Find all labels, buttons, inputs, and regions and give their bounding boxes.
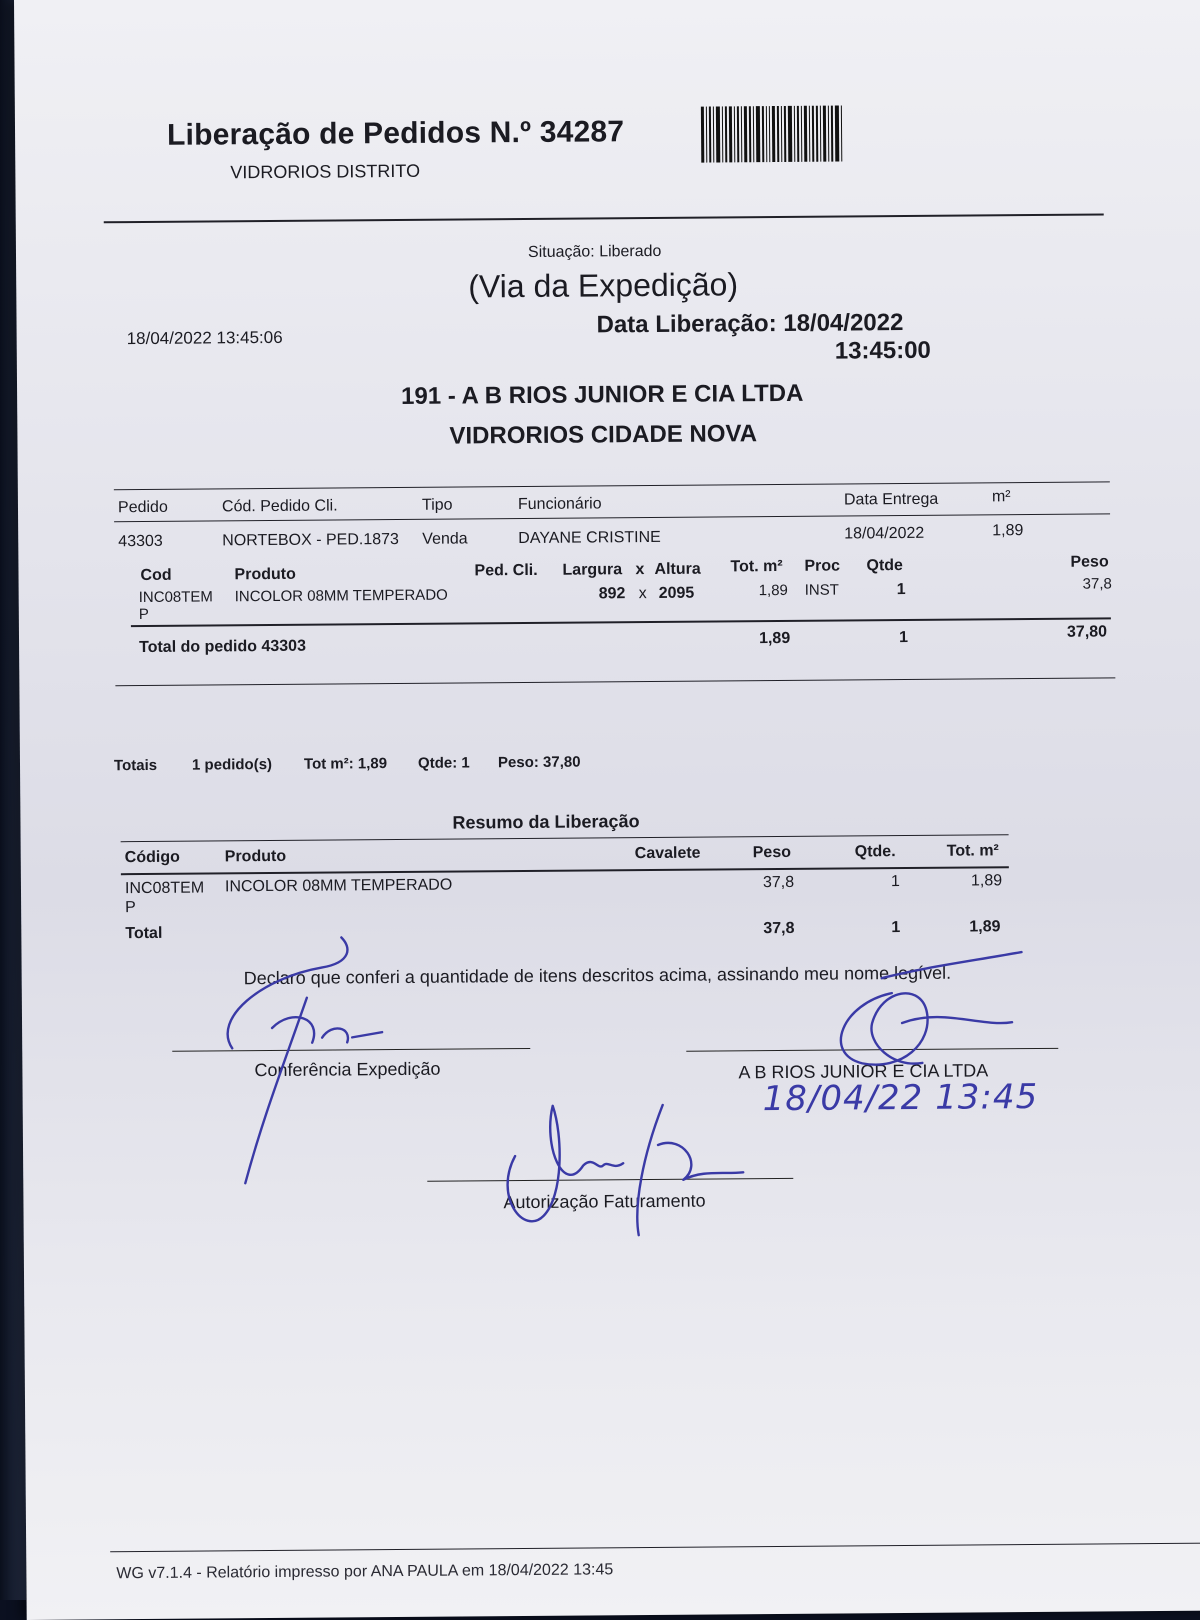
document-sheet <box>14 0 1200 1620</box>
col-cod: Cod <box>140 566 172 585</box>
col-ped-cli: Ped. Cli. <box>474 561 538 580</box>
cell-cod-line2: P <box>138 605 149 624</box>
cell-qtde: 1 <box>896 581 906 599</box>
col-peso: Peso <box>1070 553 1109 571</box>
cell-cod-line1: INC08TEM <box>138 588 213 607</box>
cell-tot-m2: 1,89 <box>758 581 788 600</box>
col-proc: Proc <box>804 557 841 575</box>
cell-pedido: 43303 <box>118 532 163 551</box>
col-funcionario: Funcionário <box>517 495 602 514</box>
cell-produto: INCOLOR 08MM TEMPERADO <box>234 586 448 606</box>
resumo-col-peso: Peso <box>752 843 792 862</box>
resumo-total-peso: 37,8 <box>763 919 795 938</box>
document-subtitle: VIDRORIOS DISTRITO <box>230 160 421 183</box>
footer-rule <box>110 1543 1200 1553</box>
cell-funcionario: DAYANE CRISTINE <box>518 528 661 548</box>
resumo-cell-peso: 37,8 <box>762 873 795 892</box>
order-total-qtde: 1 <box>898 628 909 647</box>
resumo-total-qtde: 1 <box>891 919 901 937</box>
resumo-total-tot-m2: 1,89 <box>969 918 1001 936</box>
totals-pedidos: 1 pedido(s) <box>191 755 273 774</box>
printed-timestamp: 18/04/2022 13:45:06 <box>126 327 283 349</box>
totals-m2: Tot m²: 1,89 <box>303 755 388 773</box>
resumo-cell-tot-m2: 1,89 <box>970 872 1003 890</box>
order-total-m2: 1,89 <box>758 629 791 648</box>
col-data-entrega: Data Entrega <box>843 490 939 509</box>
col-pedido: Pedido <box>117 498 168 517</box>
col-produto: Produto <box>234 565 296 584</box>
cell-cod-pedido-cli: NORTEBOX - PED.1873 <box>222 530 399 550</box>
order-total-peso: 37,80 <box>1066 623 1108 641</box>
cell-m2: 1,89 <box>992 522 1024 540</box>
resumo-col-tot-m2: Tot. m² <box>946 842 999 860</box>
release-date: Data Liberação: 18/04/2022 <box>596 309 904 339</box>
cell-altura: 2095 <box>658 584 695 602</box>
document-title: Liberação de Pedidos N.º 34287 <box>166 115 625 152</box>
handwritten-signature-autorizacao <box>14 0 1200 1300</box>
resumo-total-label: Total <box>125 924 163 943</box>
resumo-cell-codigo-line1: INC08TEM <box>124 879 205 898</box>
signature-label-autorizacao: Autorização Faturamento <box>503 1190 706 1213</box>
col-altura: Altura <box>654 560 701 578</box>
cell-x: x <box>638 585 647 603</box>
cell-proc: INST <box>804 581 839 599</box>
col-largura: Largura <box>562 561 623 579</box>
resumo-cell-qtde: 1 <box>890 873 900 891</box>
cell-tipo: Venda <box>422 530 468 548</box>
resumo-col-cavalete: Cavalete <box>634 844 701 863</box>
handwritten-date: 18/04/22 13:45 <box>762 1076 1039 1120</box>
status-situacao: Situação: Liberado <box>527 242 662 261</box>
cell-data-entrega: 18/04/2022 <box>844 524 925 543</box>
resumo-cell-codigo-line2: P <box>125 899 136 917</box>
resumo-cell-produto: INCOLOR 08MM TEMPERADO <box>224 876 453 896</box>
cell-largura: 892 <box>598 585 626 603</box>
col-cod-pedido-cli: Cód. Pedido Cli. <box>221 497 338 516</box>
resumo-col-produto: Produto <box>224 847 287 866</box>
col-m2: m² <box>991 488 1011 506</box>
release-time: 13:45:00 <box>834 336 931 365</box>
declaration-text: Declaro que conferi a quantidade de itens descritos acima, assinando meu nome legível. <box>243 962 952 989</box>
col-x: x <box>635 561 645 579</box>
totals-label: Totais <box>113 756 158 775</box>
col-tot-m2: Tot. m² <box>730 557 783 576</box>
cell-peso: 37,8 <box>1082 575 1112 593</box>
order-total-label: Total do pedido 43303 <box>139 637 306 657</box>
footer-text: WG v7.1.4 - Relatório impresso por ANA PAULA em 18/04/2022 13:45 <box>116 1561 614 1583</box>
col-qtde: Qtde <box>866 557 903 575</box>
signature-label-company: A B RIOS JUNIOR E CIA LTDA <box>738 1060 989 1083</box>
client-name: 191 - A B RIOS JUNIOR E CIA LTDA <box>401 379 804 410</box>
col-tipo: Tipo <box>421 496 453 514</box>
client-store: VIDRORIOS CIDADE NOVA <box>449 420 758 450</box>
via-label: (Via da Expedição) <box>468 266 739 305</box>
signature-label-conferencia: Conferência Expedição <box>254 1058 441 1081</box>
resumo-col-codigo: Código <box>124 848 180 867</box>
totals-peso: Peso: 37,80 <box>497 753 581 772</box>
totals-qtde: Qtde: 1 <box>417 754 470 772</box>
resumo-col-qtde: Qtde. <box>854 843 896 861</box>
resumo-title: Resumo da Liberação <box>452 811 640 833</box>
